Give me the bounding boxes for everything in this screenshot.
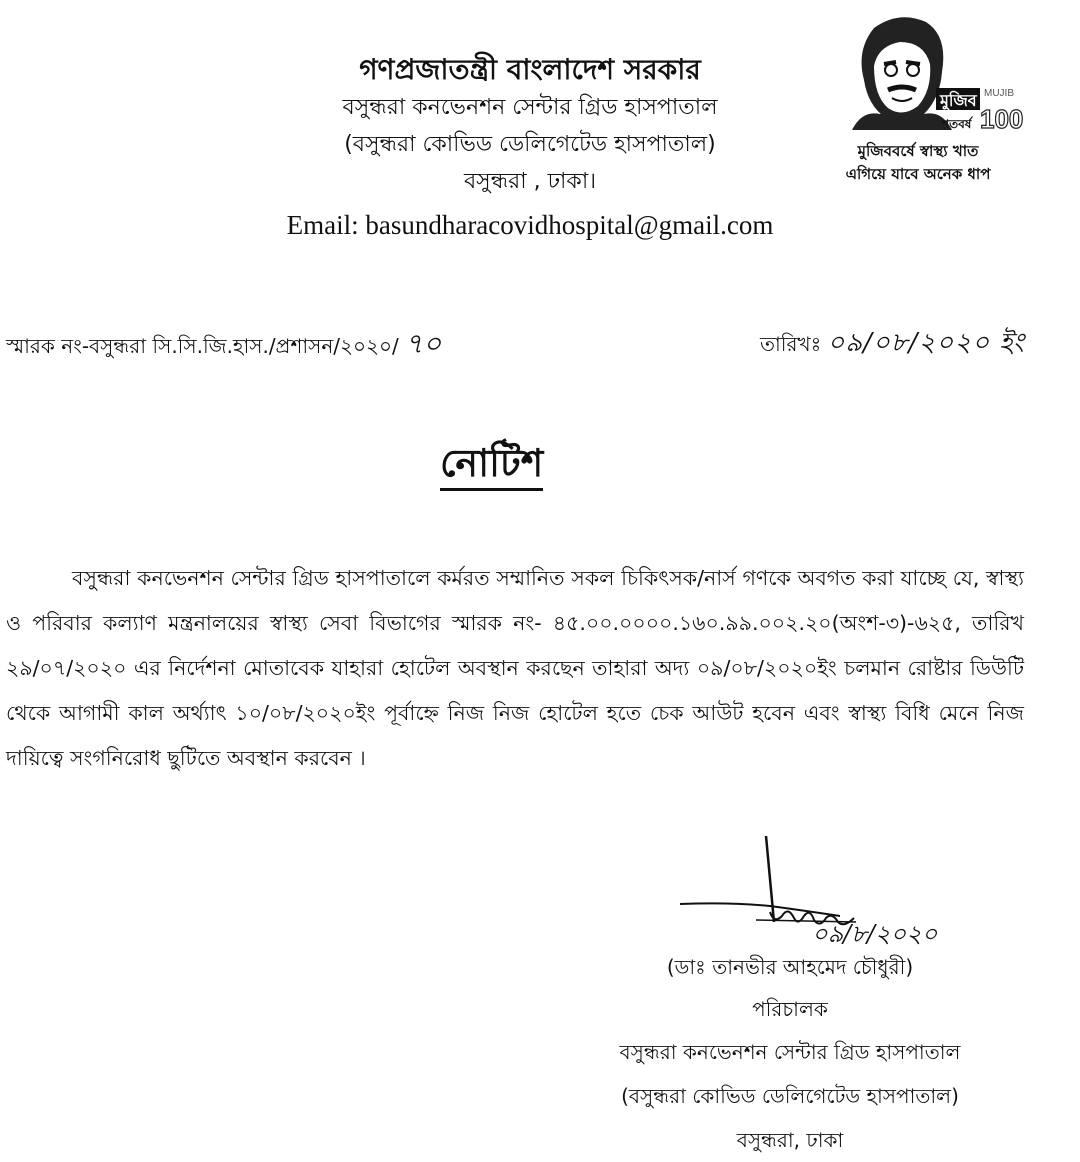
- date-value: ০৯/০৮/২০২০ ইং: [827, 328, 1026, 358]
- signatory-organization-alt: (বসুন্ধরা কোভিড ডেলিগেটেড হাসপাতাল): [621, 1084, 959, 1108]
- signatory-location: বসুন্ধরা, ঢাকা: [736, 1128, 844, 1152]
- hospital-name: বসুন্ধরা কনভেনশন সেন্টার গ্রিড হাসপাতাল: [342, 95, 718, 120]
- signature-date: ০৯/৮/২০২০: [812, 920, 938, 948]
- notice-body: [6, 556, 1024, 781]
- signatory-name: (ডাঃ তানভীর আহমেদ চৌধুরী): [666, 955, 914, 979]
- notice-body-text: বসুন্ধরা কনভেনশন সেন্টার গ্রিড হাসপাতালে কর্মরত সম্মানিত সকল চিকিৎসক/নার্স গণকে অবগত করা যাচ্ছে যে, স্বাস্থ্য ও পরিবার কল্যাণ মন্ত্রনালয়ের স্বাস্থ্য সেবা বিভাগের স্মারক নং- ৪৫.০০.০০০০.১৬০.৯৯.০০২.২০(অংশ-৩)-৬২৫, তারিখ ২৯/০৭/২০২০ এর নির্দেশনা মোতাবেক যাহারা হোটেল অবস্থান করছেন তাহারা অদ্য ০৯/০৮/২০২০ইং চলমান রোষ্টার ডিউটি থেকে আগামী কাল অর্থ্যাৎ ১০/০৮/২০২০ইং পূর্বাহ্নে নিজ নিজ হোটেল হতে চেক আউট হবেন এবং স্বাস্থ্য বিধি মেনে নিজ দায়িত্বে সংগনিরোধ ছুটিতে অবস্থান করবেন ।: [6, 566, 1024, 770]
- signatory-block: [580, 946, 1000, 1162]
- memo-number: ৭০: [404, 327, 442, 360]
- svg-text:শতবর্ষ: শতবর্ষ: [942, 117, 972, 131]
- mujib-borsho-logo: [818, 6, 1024, 186]
- svg-text:100: 100: [980, 104, 1024, 134]
- svg-text:মুজিব: মুজিব: [940, 91, 977, 110]
- memo-date: [760, 322, 1025, 366]
- mujib-100-mark: [936, 82, 1024, 134]
- hospital-alt-name: (বসুন্ধরা কোভিড ডেলিগেটেড হাসপাতাল): [344, 132, 716, 157]
- logo-caption-line2: এগিয়ে যাবে অনেক ধাপ: [845, 165, 991, 183]
- logo-caption-line1: মুজিববর্ষে স্বাস্থ্য খাত: [857, 142, 979, 160]
- memo-reference: [6, 322, 441, 369]
- signatory-organization: বসুন্ধরা কনভেনশন সেন্টার গ্রিড হাসপাতাল: [619, 1040, 961, 1064]
- memo-prefix: স্মারক নং-বসুন্ধরা সি.সি.জি.হাস./প্রশাসন/২০২০/: [6, 334, 399, 358]
- notice-heading: নোটিশ: [440, 440, 543, 491]
- svg-text:MUJIB: MUJIB: [984, 88, 1014, 99]
- hospital-email: Email: basundharacovidhospital@gmail.com: [286, 210, 774, 240]
- signatory-title: পরিচালক: [752, 997, 828, 1021]
- date-label: তারিখঃ: [760, 332, 822, 356]
- letterhead: [180, 50, 880, 246]
- hospital-location: বসুন্ধরা , ঢাকা।: [463, 169, 597, 194]
- government-title: গণপ্রজাতন্ত্রী বাংলাদেশ সরকার: [359, 53, 701, 86]
